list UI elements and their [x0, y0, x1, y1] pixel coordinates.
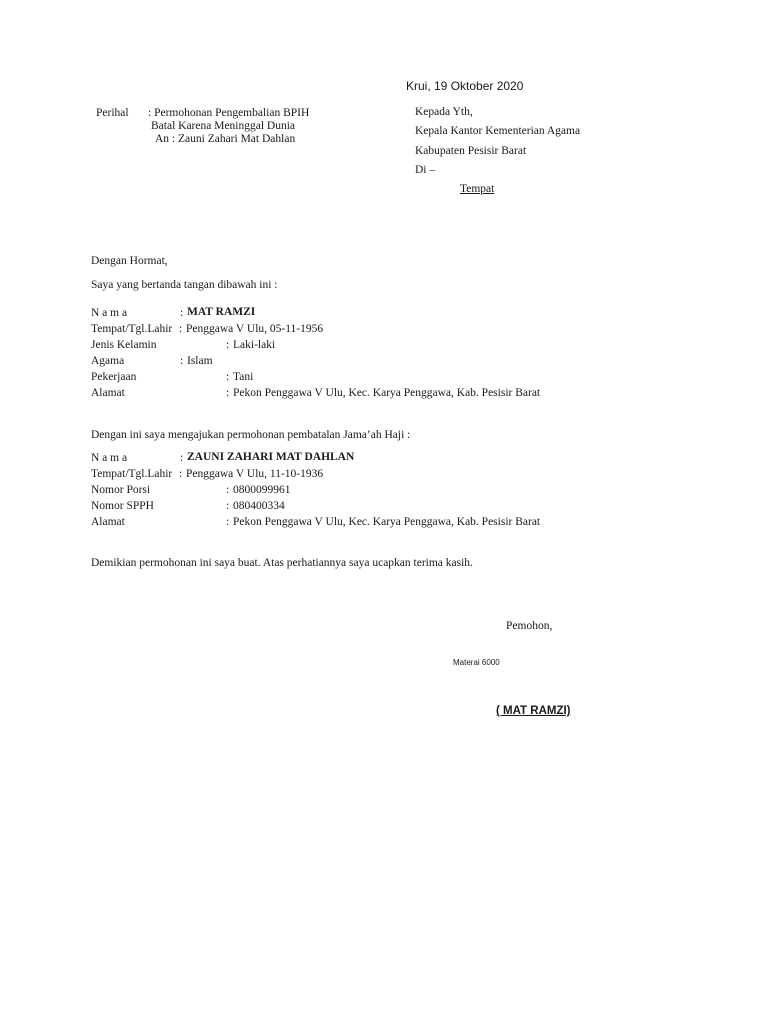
applicant-address-colon: : [226, 387, 230, 399]
applicant-birth-value: Penggawa V Ulu, 05-11-1956 [186, 323, 324, 335]
intro-text: Saya yang bertanda tangan dibawah ini : [91, 279, 278, 291]
applicant-address-value: Pekon Penggawa V Ulu, Kec. Karya Penggawa, Kab. Pesisir Barat [233, 387, 541, 399]
applicant-religion-colon: : [180, 355, 184, 367]
pilgrim-birth-value: Penggawa V Ulu, 11-10-1936 [186, 468, 324, 480]
applicant-name-label: N a m a [91, 307, 128, 319]
applicant-gender-value: Laki-laki [233, 339, 276, 351]
applicant-job-value: Tani [233, 371, 254, 383]
recipient-line-5: Tempat [460, 183, 495, 195]
signature-role: Pemohon, [506, 620, 553, 632]
greeting: Dengan Hormat, [91, 255, 168, 267]
pilgrim-porsi-label: Nomor Porsi [91, 484, 151, 496]
materai-stamp-label: Materai 6000 [453, 658, 500, 667]
applicant-name-value: MAT RAMZI [187, 306, 256, 318]
recipient-line-4: Di – [415, 164, 436, 176]
applicant-birth-label: Tempat/Tgl.Lahir [91, 323, 173, 335]
applicant-religion-label: Agama [91, 355, 125, 367]
place-date: Krui, 19 Oktober 2020 [406, 79, 524, 93]
pilgrim-name-value: ZAUNI ZAHARI MAT DAHLAN [187, 451, 355, 463]
closing-text: Demikian permohonan ini saya buat. Atas perhatiannya saya ucapkan terima kasih. [91, 557, 473, 569]
applicant-name-colon: : [180, 307, 184, 319]
subject-label: Perihal [96, 107, 129, 119]
subject-line-2: Batal Karena Meninggal Dunia [151, 120, 296, 132]
applicant-job-label: Pekerjaan [91, 371, 137, 383]
signature-name: ( MAT RAMZI) [496, 705, 571, 717]
applicant-address-label: Alamat [91, 387, 125, 399]
recipient-line-2: Kepala Kantor Kementerian Agama [415, 125, 581, 137]
pilgrim-birth-label: Tempat/Tgl.Lahir [91, 468, 173, 480]
recipient-line-3: Kabupaten Pesisir Barat [415, 145, 527, 157]
pilgrim-spph-label: Nomor SPPH [91, 500, 154, 512]
applicant-job-colon: : [226, 371, 230, 383]
pilgrim-porsi-value: 0800099961 [233, 484, 291, 496]
applicant-gender-colon: : [226, 339, 230, 351]
request-intro: Dengan ini saya mengajukan permohonan pembatalan Jama’ah Haji : [91, 429, 411, 441]
subject-line-3: An : Zauni Zahari Mat Dahlan [155, 133, 296, 145]
pilgrim-porsi-colon: : [226, 484, 230, 496]
pilgrim-name-label: N a m a [91, 452, 128, 464]
pilgrim-address-value: Pekon Penggawa V Ulu, Kec. Karya Penggawa, Kab. Pesisir Barat [233, 516, 541, 528]
applicant-gender-label: Jenis Kelamin [91, 339, 157, 351]
pilgrim-address-colon: : [226, 516, 230, 528]
applicant-religion-value: Islam [187, 355, 213, 367]
subject-line-1: : Permohonan Pengembalian BPIH [148, 107, 310, 119]
recipient-line-1: Kepada Yth, [415, 106, 473, 118]
pilgrim-spph-value: 080400334 [233, 500, 285, 512]
pilgrim-spph-colon: : [226, 500, 230, 512]
applicant-birth-colon: : [179, 323, 183, 335]
pilgrim-name-colon: : [180, 452, 184, 464]
pilgrim-address-label: Alamat [91, 516, 125, 528]
pilgrim-birth-colon: : [179, 468, 183, 480]
